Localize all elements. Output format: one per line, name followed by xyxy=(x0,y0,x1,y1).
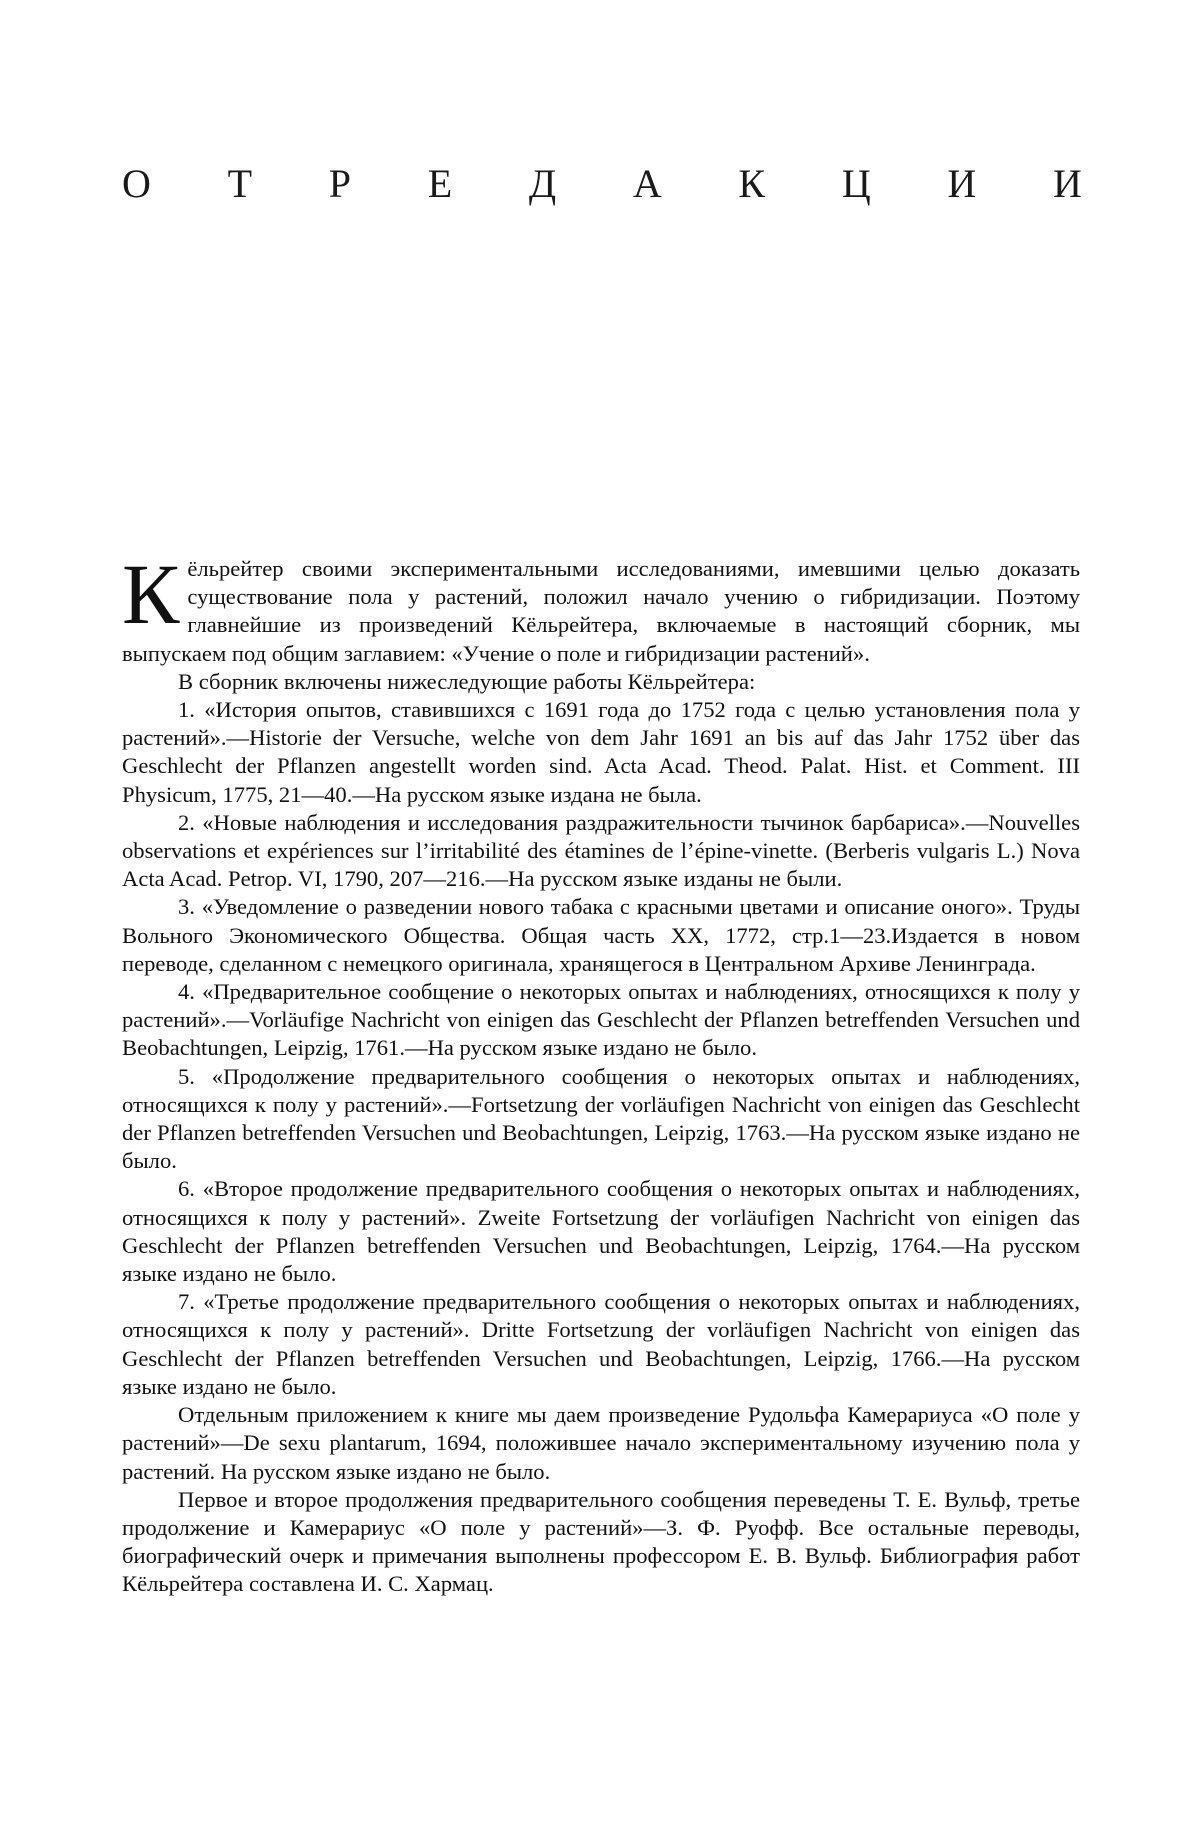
heading-letter: Ц xyxy=(841,161,871,206)
heading-letter: Т xyxy=(227,161,253,206)
work-entry-3: 3. «Уведомление о разведении нового табака с красными цветами и описание оного». Труды Вольного Экономического Общества. Общая часть XX, 1772, стр.1—23.Издается в новом переводе, сделанном с немецкого оригинала, хранящегося в Центральном Архиве Ленинграда. xyxy=(122,894,1080,976)
heading-letter: А xyxy=(632,161,662,206)
work-entry-6: 6. «Второе продолжение предварительного сообщения о некоторых опытах и наблюдениях, относящихся к полу у растений». Zweite Fortsetzung der vorläufigen Nachricht von einigen das Geschlecht der Pflanzen betreffenden Versuchen und Beobachtungen, Leipzig, 1764.—На русском языке издано не было. xyxy=(122,1176,1080,1287)
heading-letter: О xyxy=(122,161,151,206)
drop-cap: К xyxy=(122,546,180,642)
work-entry-7: 7. «Третье продолжение предварительного сообщения о некоторых опытах и наблюдениях, относящихся к полу у растений». Dritte Fortsetzung der vorläufigen Nachricht von einigen das Geschlecht der Pflanzen betreffenden Versuchen und Beobachtungen, Leipzig, 1766.—На русском языке издано не было. xyxy=(122,1289,1080,1399)
appendix-paragraph: Отдельным приложением к книге мы даем произведение Рудольфа Камерариуса «О поле у растений»—De sexu plantarum, 1694, положившее начало экспериментальному изучению пола у растений. На русском языке издано не было. xyxy=(122,1402,1080,1484)
heading-letter: И xyxy=(1053,161,1082,206)
heading-letter: Д xyxy=(528,161,557,206)
work-entry-2: 2. «Новые наблюдения и исследования раздражительности тычинок барбариса».—Nouvelles observations et expériences sur l’irritabilité des étamines de l’épine-vinette. (Berberis vulgaris L.) Nova Acta Acad. Petrop. VI, 1790, 207—216.—На русском языке изданы не были. xyxy=(122,809,1080,892)
intro-text: ёльрейтер своими экспериментальными исследованиями, имевшими целью доказать существование пола у растений, положил начало учению о гибридизации. Поэтому главнейшие из произведений Кёльрейтера, включаемые в настоящий сборник, мы выпускаем под общим заглавием: «Учение о поле и гибридизации растений». xyxy=(122,556,1080,666)
heading-letter: К xyxy=(738,161,766,206)
body-text xyxy=(122,546,1080,1599)
list-intro: В сборник включены нижеследующие работы Кёльрейтера: xyxy=(178,668,756,694)
credits-paragraph: Первое и второе продолжения предварительного сообщения переведены Т. Е. Вульф, третье продолжение и Камерариус «О поле у растений»—З. Ф. Руофф. Все остальные переводы, биографический очерк и примечания выполнены профессором Е. В. Вульф. Библиография работ Кёльрейтера составлена И. С. Хармац. xyxy=(122,1486,1080,1597)
heading-letter: И xyxy=(947,161,977,206)
heading-letter: Р xyxy=(328,161,351,206)
intro-paragraph xyxy=(122,546,1080,668)
work-entry-1: 1. «История опытов, ставившихся с 1691 года до 1752 года с целью установления пола у растений».—Historie der Versuche, welche von dem Jahr 1691 an bis auf das Jahr 1752 über das Geschlecht der Pflanzen angestellt worden sind. Acta Acad. Theod. Palat. Hist. et Comment. III Physicum, 1775, 21—40.—На русском языке издана не была. xyxy=(122,697,1080,807)
work-entry-5: 5. «Продолжение предварительного сообщения о некоторых опытах и наблюдениях, относящихся к полу у растений».—Fortsetzung der vorläufigen Nachricht von einigen das Geschlecht der Pflanzen betreffenden Versuchen und Beobachtungen, Leipzig, 1763.—На русском языке издано не было. xyxy=(122,1063,1080,1174)
work-entry-4: 4. «Предварительное сообщение о некоторых опытах и наблюдениях, относящихся к полу у растений».—Vorläufige Nachricht von einigen das Geschlecht der Pflanzen betreffenden Versuchen und Beobachtungen, Leipzig, 1761.—На русском языке издано не было. xyxy=(122,979,1080,1061)
page-heading xyxy=(122,160,1082,208)
heading-letter: Е xyxy=(427,161,453,206)
